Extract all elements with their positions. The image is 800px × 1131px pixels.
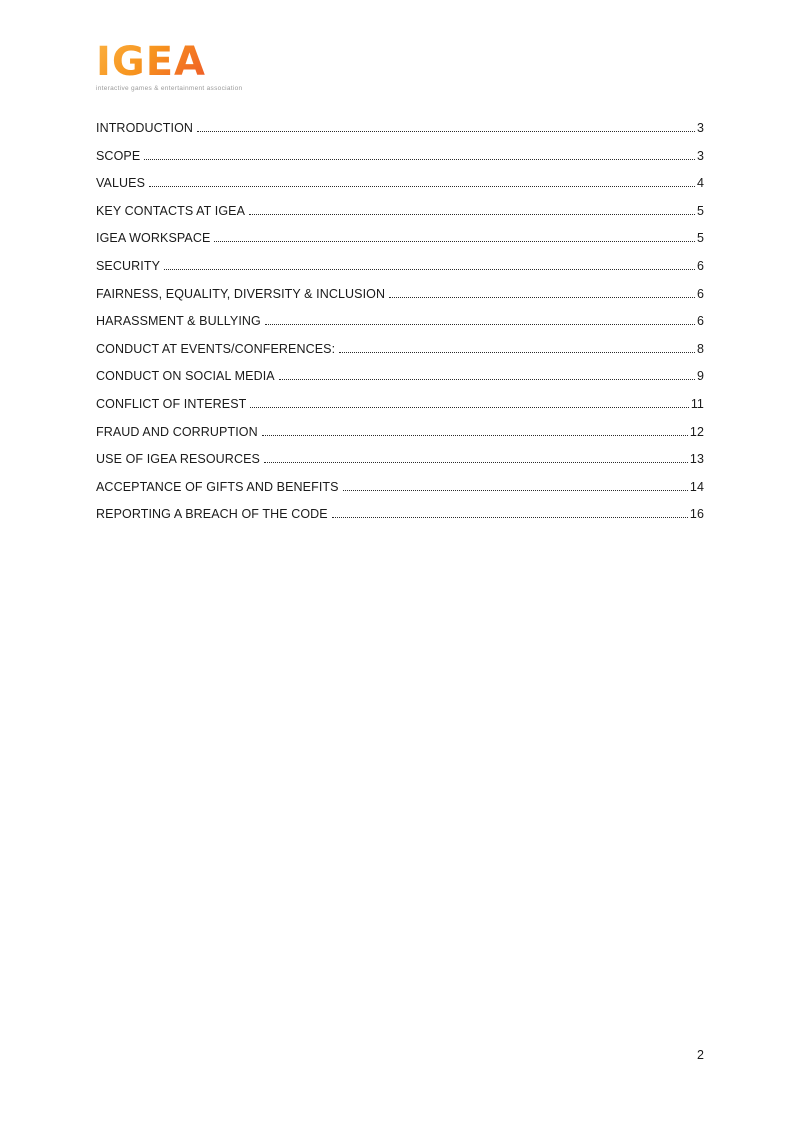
toc-entry-page-number: 6 — [696, 314, 704, 329]
toc-entry-page-number: 16 — [689, 507, 704, 522]
toc-entry-label: REPORTING A BREACH OF THE CODE — [96, 507, 328, 522]
igea-logo-tagline: interactive games & entertainment association — [96, 85, 243, 92]
toc-entry-page-number: 9 — [696, 369, 704, 384]
toc-entry-label: IGEA WORKSPACE — [96, 231, 211, 246]
toc-entry-3[interactable] — [96, 204, 704, 232]
toc-entry-page-number: 3 — [696, 148, 704, 163]
toc-entry-label: ACCEPTANCE OF GIFTS AND BENEFITS — [96, 479, 339, 494]
footer-page-number: 2 — [697, 1048, 704, 1062]
toc-entry-7[interactable] — [96, 314, 704, 342]
toc-entry-page-number: 14 — [689, 479, 704, 494]
toc-entry-8[interactable] — [96, 342, 704, 370]
toc-dot-leader — [262, 435, 688, 436]
igea-logo-wordmark: IGEA — [96, 39, 206, 85]
toc-dot-leader — [197, 131, 695, 132]
toc-entry-5[interactable] — [96, 259, 704, 287]
toc-dot-leader — [279, 379, 695, 380]
toc-entry-page-number: 4 — [696, 176, 704, 191]
toc-entry-9[interactable] — [96, 369, 704, 397]
toc-entry-page-number: 5 — [696, 203, 704, 218]
toc-entry-13[interactable] — [96, 480, 704, 508]
toc-entry-2[interactable] — [96, 176, 704, 204]
toc-entry-page-number: 6 — [696, 258, 704, 273]
toc-entry-6[interactable] — [96, 287, 704, 315]
toc-entry-page-number: 11 — [690, 396, 704, 411]
toc-dot-leader — [264, 462, 688, 463]
toc-dot-leader — [249, 214, 695, 215]
toc-dot-leader — [389, 297, 695, 298]
toc-entry-label: INTRODUCTION — [96, 121, 194, 135]
toc-entry-label: CONFLICT OF INTEREST — [96, 396, 247, 411]
toc-entry-label: CONDUCT ON SOCIAL MEDIA — [96, 369, 275, 384]
toc-entry-4[interactable] — [96, 231, 704, 259]
toc-entry-page-number: 5 — [696, 231, 704, 246]
toc-entry-page-number: 6 — [696, 286, 704, 301]
toc-entry-label: HARASSMENT & BULLYING — [96, 314, 261, 329]
toc-dot-leader — [149, 186, 695, 187]
toc-entry-14[interactable] — [96, 507, 704, 535]
toc-dot-leader — [144, 159, 695, 160]
toc-dot-leader — [250, 407, 688, 408]
toc-dot-leader — [343, 490, 688, 491]
toc-entry-label: SCOPE — [96, 148, 141, 163]
toc-entry-label: KEY CONTACTS AT IGEA — [96, 203, 246, 218]
toc-entry-page-number: 13 — [689, 452, 704, 467]
toc-entry-11[interactable] — [96, 425, 704, 453]
toc-entry-label: VALUES — [96, 176, 146, 191]
toc-entry-label: CONDUCT AT EVENTS/CONFERENCES: — [96, 341, 336, 356]
toc-entry-12[interactable] — [96, 452, 704, 480]
toc-dot-leader — [164, 269, 695, 270]
toc-dot-leader — [339, 352, 695, 353]
toc-entry-label: SECURITY — [96, 258, 161, 273]
toc-entry-page-number: 8 — [696, 341, 704, 356]
toc-entry-0[interactable] — [96, 121, 704, 149]
toc-dot-leader — [214, 241, 695, 242]
toc-entry-label: FRAUD AND CORRUPTION — [96, 424, 258, 439]
toc-entry-label: FAIRNESS, EQUALITY, DIVERSITY & INCLUSION — [96, 286, 386, 301]
toc-entry-10[interactable] — [96, 397, 704, 425]
toc-entry-page-number: 3 — [696, 121, 704, 135]
toc-entry-label: USE OF IGEA RESOURCES — [96, 452, 260, 467]
table-of-contents — [96, 121, 704, 535]
igea-logo — [96, 39, 243, 92]
toc-dot-leader — [265, 324, 695, 325]
toc-dot-leader — [332, 517, 688, 518]
toc-entry-page-number: 12 — [689, 424, 704, 439]
toc-entry-1[interactable] — [96, 149, 704, 177]
